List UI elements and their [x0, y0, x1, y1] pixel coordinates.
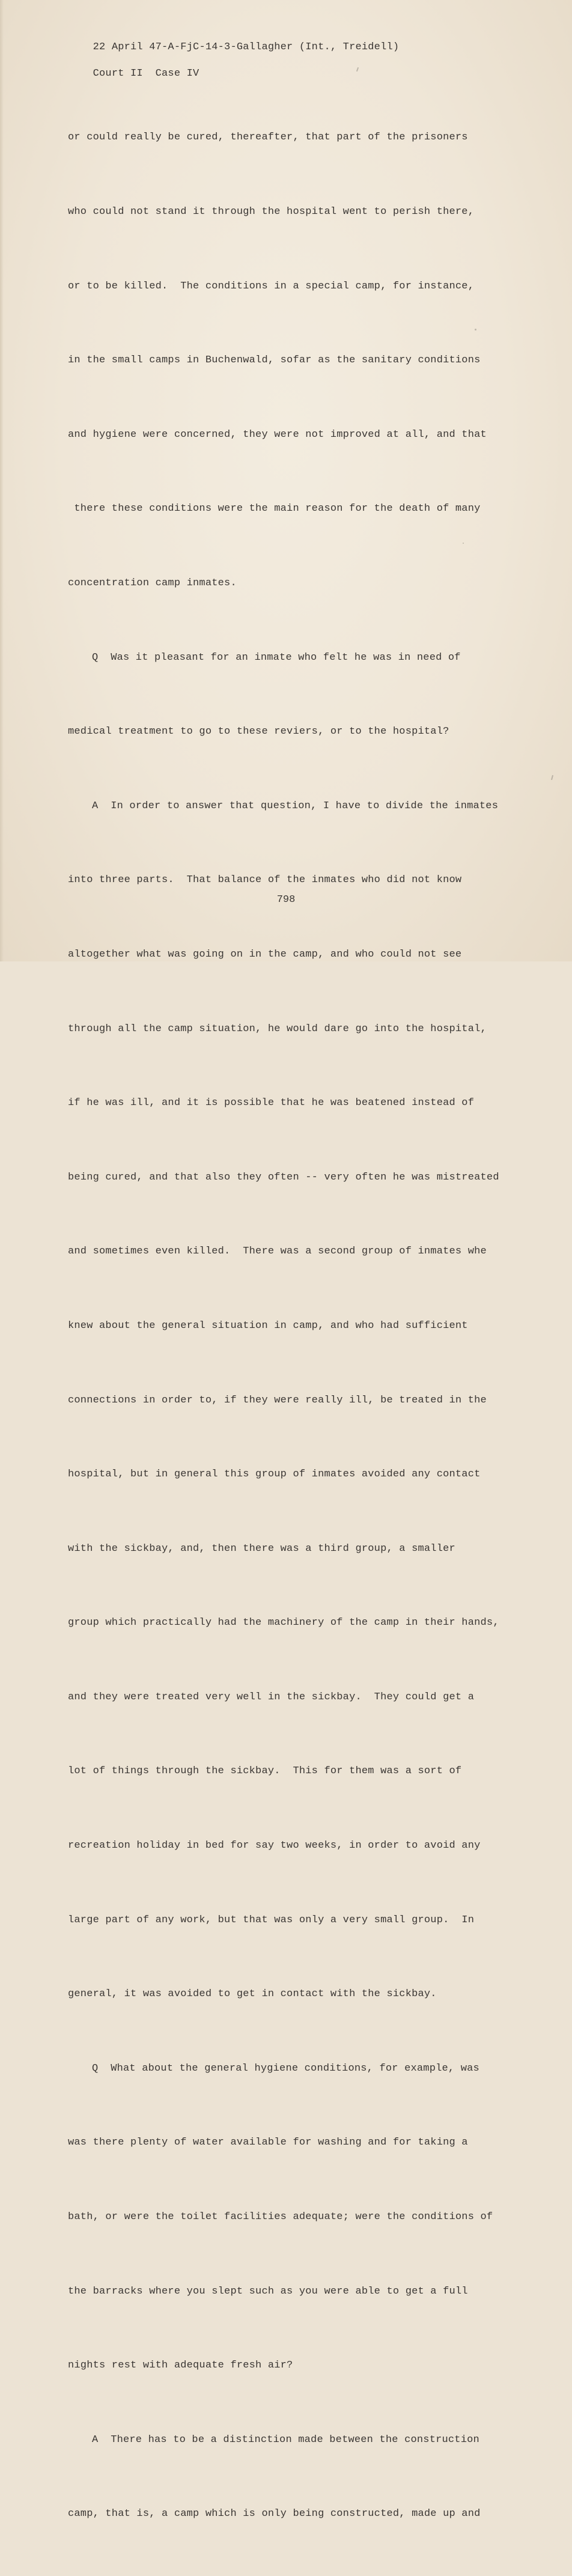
text-line: lot of things through the sickbay. This for them was a sort of	[68, 1765, 462, 1777]
text-line: bath, or were the toilet facilities adequate; were the conditions of	[68, 2211, 493, 2223]
text-line: or could really be cured, thereafter, that part of the prisoners	[68, 132, 468, 144]
text-line: concentration camp inmates.	[68, 577, 237, 589]
header-line-2: Court II Case IV	[93, 68, 199, 79]
page-number: 798	[276, 894, 296, 906]
page-fold-shadow	[0, 0, 4, 961]
text-line: was there plenty of water available for washing and for taking a	[68, 2137, 468, 2149]
transcript-body	[68, 76, 499, 2576]
text-line: knew about the general situation in camp, and who had sufficient	[68, 1320, 468, 1332]
answer-line: A There has to be a distinction made between the construction	[92, 2434, 479, 2446]
text-line: hospital, but in general this group of inmates avoided any contact	[68, 1469, 481, 1481]
text-line: connections in order to, if they were really ill, be treated in the	[68, 1394, 487, 1406]
text-line: there these conditions were the main reason for the death of many	[68, 503, 481, 515]
text-line: and sometimes even killed. There was a second group of inmates whe	[68, 1246, 487, 1258]
text-line: being cured, and that also they often -- very often he was mistreated	[68, 1171, 499, 1183]
text-line: with the sickbay, and, then there was a third group, a smaller	[68, 1542, 455, 1554]
text-line: altogether what was going on in the camp, and who could not see	[68, 948, 462, 960]
ink-speck	[551, 775, 553, 780]
text-line: medical treatment to go to these reviers, or to the hospital?	[68, 726, 449, 738]
text-line: general, it was avoided to get in contact with the sickbay.	[68, 1988, 437, 2000]
question-line: Q What about the general hygiene conditions, for example, was	[92, 2062, 479, 2074]
text-line: or to be killed. The conditions in a special camp, for instance,	[68, 280, 475, 292]
ink-speck	[463, 543, 464, 544]
header-line-1: 22 April 47-A-FjC-14-3-Gallagher (Int., Treidell)	[93, 41, 400, 53]
text-line: in the small camps in Buchenwald, sofar as the sanitary conditions	[68, 355, 481, 367]
text-line: camp, that is, a camp which is only being constructed, made up and	[68, 2508, 481, 2520]
text-line: and they were treated very well in the sickbay. They could get a	[68, 1691, 475, 1703]
answer-line: A In order to answer that question, I have to divide the inmates	[92, 800, 499, 812]
text-line: nights rest with adequate fresh air?	[68, 2360, 293, 2372]
text-line: group which practically had the machinery of the camp in their hands,	[68, 1617, 499, 1629]
text-line: who could not stand it through the hospital went to perish there,	[68, 206, 475, 218]
text-line: if he was ill, and it is possible that he was beatened instead of	[68, 1097, 475, 1109]
text-line: into three parts. That balance of the inmates who did not know	[68, 874, 462, 886]
text-line: through all the camp situation, he would dare go into the hospital,	[68, 1023, 487, 1035]
text-line: large part of any work, but that was only a very small group. In	[68, 1914, 475, 1926]
text-line: recreation holiday in bed for say two weeks, in order to avoid any	[68, 1840, 481, 1852]
text-line: the barracks where you slept such as you were able to get a full	[68, 2285, 468, 2297]
ink-speck	[475, 329, 476, 330]
question-line: Q Was it pleasant for an inmate who felt he was in need of	[92, 651, 461, 663]
text-line: and hygiene were concerned, they were not improved at all, and that	[68, 428, 487, 440]
